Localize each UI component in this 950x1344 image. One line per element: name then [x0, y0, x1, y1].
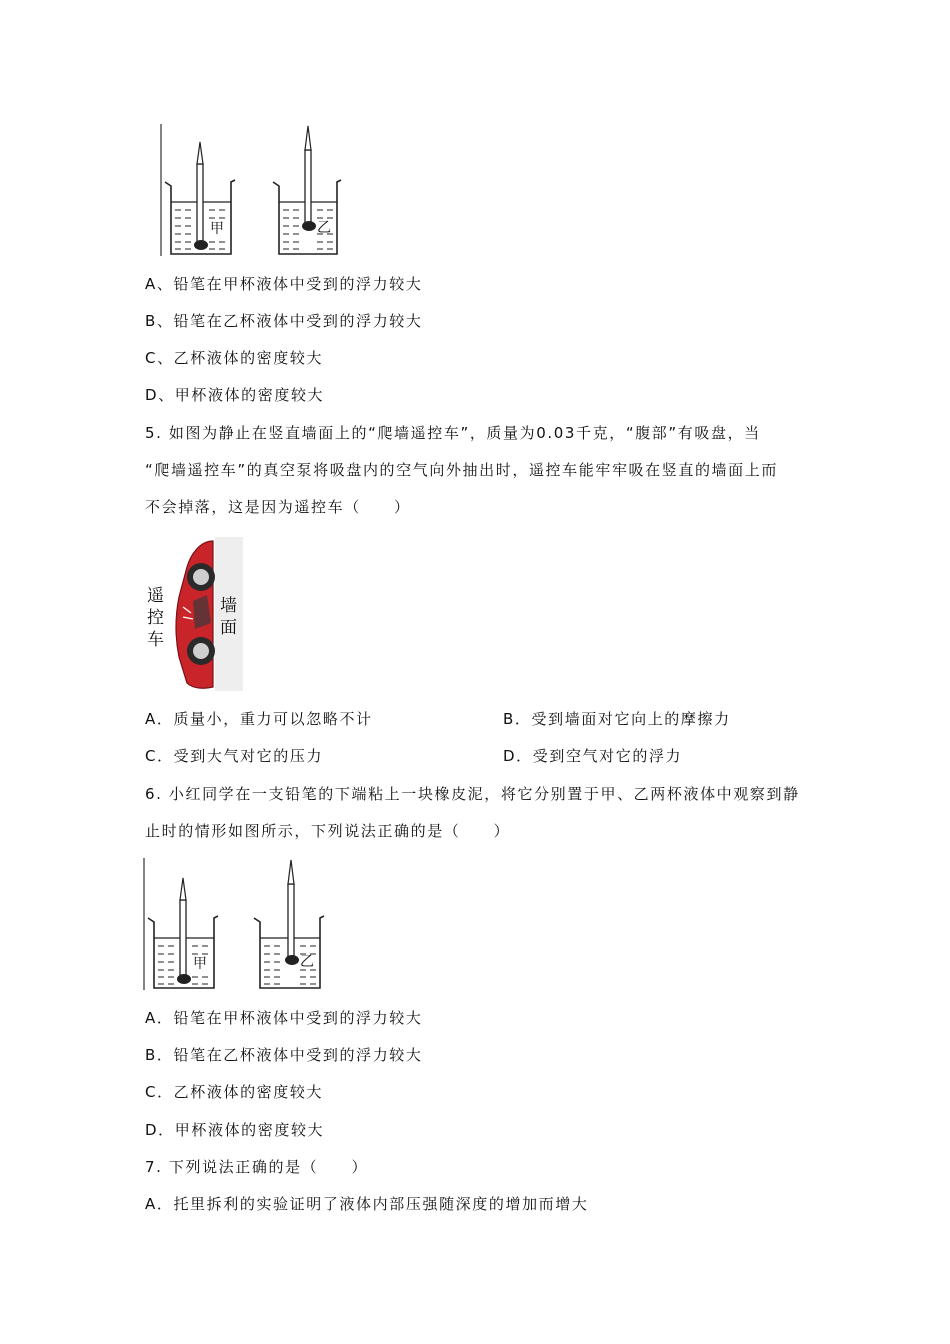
car-label-2: 控	[147, 608, 164, 628]
beaker-yi	[254, 860, 324, 988]
q4-option-d: D、甲杯液体的密度较大	[145, 386, 325, 404]
q5-option-c: C．受到大气对它的压力	[145, 747, 324, 765]
q5-option-a: A．质量小，重力可以忽略不计	[145, 710, 373, 728]
wall-label-2: 面	[220, 618, 237, 638]
beaker-jia	[165, 142, 235, 254]
q6-option-c: C．乙杯液体的密度较大	[145, 1083, 324, 1101]
car-label-3: 车	[147, 630, 164, 650]
q6-option-b: B．铅笔在乙杯液体中受到的浮力较大	[145, 1046, 423, 1064]
q5-stem-line-2: “爬墙遥控车”的真空泵将吸盘内的空气向外抽出时，遥控车能牢牢吸在竖直的墙面上而	[145, 461, 778, 479]
q5-option-d: D．受到空气对它的浮力	[503, 747, 683, 765]
q7-option-a: A．托里拆利的实验证明了液体内部压强随深度的增加而增大	[145, 1195, 589, 1213]
q4-option-c: C、乙杯液体的密度较大	[145, 349, 324, 367]
q7-stem: 7. 下列说法正确的是（ ）	[145, 1158, 369, 1176]
beaker-yi	[273, 126, 341, 254]
label-yi: 乙	[317, 220, 331, 236]
q4-option-a: A、铅笔在甲杯液体中受到的浮力较大	[145, 275, 423, 293]
car-label-1: 遥	[147, 586, 164, 606]
q5-stem-line-3: 不会掉落，这是因为遥控车（ ）	[145, 498, 411, 516]
q5-wall-car-figure	[143, 537, 243, 691]
label-jia: 甲	[193, 956, 207, 972]
q5-option-b: B．受到墙面对它向上的摩擦力	[503, 710, 731, 728]
q5-stem-line-1: 5. 如图为静止在竖直墙面上的“爬墙遥控车”，质量为0.03千克，“腹部”有吸盘，当	[145, 424, 761, 442]
q6-stem-line-1: 6. 小红同学在一支铅笔的下端粘上一块橡皮泥，将它分别置于甲、乙两杯液体中观察到静	[145, 785, 800, 803]
q4-beakers-figure	[155, 122, 355, 262]
q6-stem-line-2: 止时的情形如图所示，下列说法正确的是（ ）	[145, 822, 511, 840]
beaker-jia	[148, 878, 218, 988]
q4-option-b: B、铅笔在乙杯液体中受到的浮力较大	[145, 312, 423, 330]
label-jia: 甲	[210, 221, 224, 237]
wall-label-1: 墙	[220, 596, 237, 616]
q6-beakers-figure	[140, 856, 340, 996]
q6-option-d: D．甲杯液体的密度较大	[145, 1121, 325, 1139]
q6-option-a: A．铅笔在甲杯液体中受到的浮力较大	[145, 1009, 423, 1027]
label-yi: 乙	[300, 954, 314, 970]
